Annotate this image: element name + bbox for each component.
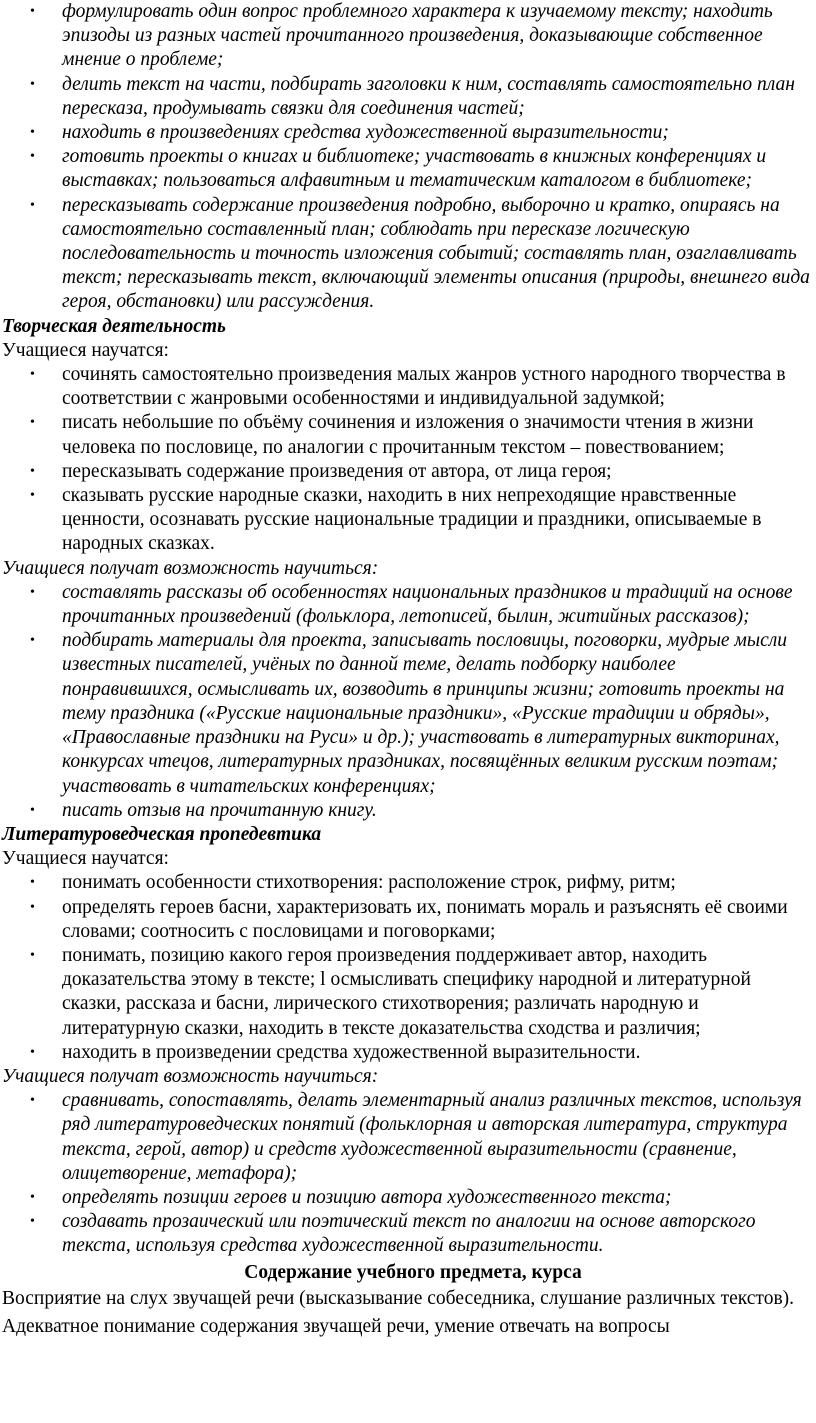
content-title: Содержание учебного предмета, курса [244,1261,582,1283]
list-item: • готовить проекты о книгах и библиотеке; участвовать в книжных конференциях и выставках; пользоваться алфавитным и тематическим каталогом в библиотеке; [30,146,767,192]
bullet-icon: • [30,899,35,915]
list-item: • делить текст на части, подбирать заголовки к ним, составлять самостоятельно план пересказа, продумывать связки для соединения частей; [30,73,795,119]
list-item: • понимать, позицию какого героя произведения поддерживает автор, находить доказательства этому в тексте; l осмысливать специфику народной и литературной сказки, рассказа и басни, лирического стихотворения; различать народную и литературную сказки, находить в тексте доказательства сходства и различия; [30,944,751,1039]
list-item: • пересказывать содержание произведения подробно, выборочно и кратко, опираясь на самостоятельно составленный план; соблюдать при пересказе логическую последовательность и точность изложения событий; составлять план, озаглавливать текст; пересказывать текст, включающий элементы описания (природы, внешнего вида героя, обстановки) или рассуждения. [30,194,810,313]
bullet-icon: • [30,367,35,383]
list-item: • определять позиции героев и позицию автора художественного текста; [62,1186,816,1210]
section-heading-literary: Литературоведческая пропедевтика [2,823,322,845]
bullet-icon: • [30,4,35,19]
list-item: • писать небольшие по объёму сочинения и изложения о значимости чтения в жизни человека по пословице, по аналогии с прочитанным текстом – повествованием; [30,412,754,458]
learn-label: Учащиеся научатся: [2,848,169,870]
literary-learn-list [0,871,816,1065]
bullet-icon: • [30,1214,35,1230]
list-item: • пересказывать содержание произведения от автора, от лица героя; [62,460,816,484]
list-item: • писать отзыв на прочитанную книгу. [62,799,816,823]
bullet-icon: • [30,76,35,92]
bullet-icon: • [30,149,35,165]
section-heading-creative: Творческая деятельность [2,315,226,337]
bullet-icon: • [30,415,35,431]
bullet-icon: • [30,875,35,891]
literary-opportunity-list [0,1089,816,1258]
opportunity-label: Учащиеся получат возможность научиться: [2,557,379,579]
creative-learn-list [0,363,816,557]
learn-label: Учащиеся научатся: [2,339,169,361]
list-item: • составлять рассказы об особенностях национальных праздников и традиций на основе прочитанных произведений (фольклора, летописей, былин, житийных рассказов); [30,581,793,628]
bullet-icon: • [30,802,35,818]
opportunity-label: Учащиеся получат возможность научиться: [2,1065,379,1087]
bullet-icon: • [30,947,35,963]
bullet-icon: • [30,633,35,649]
list-item: • создавать прозаический или поэтический текст по аналогии на основе авторского текста, используя средства художественной выразительности. [30,1211,756,1257]
bullet-icon: • [30,463,35,479]
bullet-icon: • [30,1189,35,1205]
list-item: • находить в произведениях средства художественной выразительности; [62,121,816,145]
list-item: • сочинять самостоятельно произведения малых жанров устного народного творчества в соответствии с жанровыми особенностями и индивидуальной задумкой; [30,364,786,410]
list-item: • сказывать русские народные сказки, находить в них непреходящие нравственные ценности, осознавать русские национальные традиции и праздники, описываемые в народных сказках. [30,485,762,555]
bullet-icon: • [30,197,35,213]
list-item: • формулировать один вопрос проблемного характера к изучаемому тексту; находить эпизоды из разных частей прочитанного произведения, доказывающие собственное мнение о проблеме; [30,1,773,71]
bullet-icon: • [30,1093,35,1109]
list-item: • подбирать материалы для проекта, записывать пословицы, поговорки, мудрые мысли известных писателей, учёных по данной теме, делать подборку наиболее понравившихся, осмысливать их, возводить в принципы жизни; готовить проекты на тему праздника («Русские национальные праздники», «Русские традиции и обряды», «Православные праздники на Руси» и др.); участвовать в литературных викторинах, конкурсах чтецов, литературных праздниках, посвящённых великим русским поэтам; участвовать в читательских конференциях; [30,630,787,797]
list-item: • находить в произведении средства художественной выразительности. [62,1041,816,1065]
bullet-icon: • [30,1044,35,1060]
bullet-icon: • [30,584,35,600]
bullet-icon: • [30,125,35,141]
creative-opportunity-list [0,581,816,823]
list-item: • понимать особенности стихотворения: расположение строк, рифму, ритм; [62,871,816,895]
skills-list-top [0,0,816,315]
list-item: • сравнивать, сопоставлять, делать элементарный анализ различных текстов, используя ряд литературоведческих понятий (фольклорная и авторская литература, структура текста, герой, автор) и средств художественной выразительности (сравнение, олицетворение, метафора); [30,1090,802,1184]
content-paragraph: Восприятие на слух звучащей речи (высказывание собеседника, слушание различных текстов). Адекватное понимание содержания звучащей речи, умение отвечать на вопросы [2,1287,795,1337]
list-item: • определять героев басни, характеризовать их, понимать мораль и разъяснять её своими словами; соотносить с пословицами и поговорками; [30,896,788,942]
bullet-icon: • [30,488,35,504]
